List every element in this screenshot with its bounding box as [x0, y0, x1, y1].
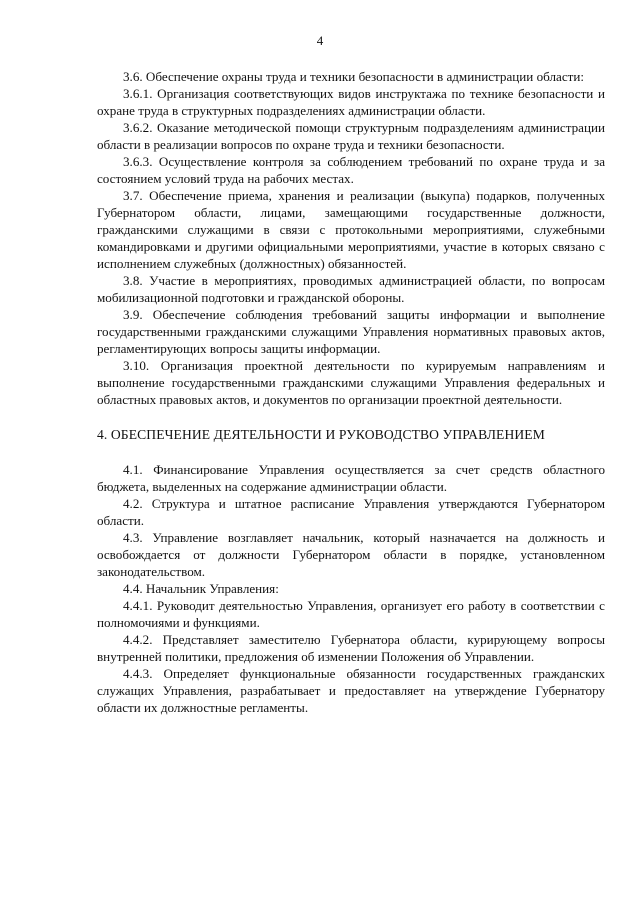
- document-body: [97, 68, 605, 716]
- paragraph-4-1: 4.1. Финансирование Управления осуществляется за счет средств областного бюджета, выделенных на содержание администрации области.: [97, 462, 605, 494]
- page-number: 4: [316, 33, 324, 48]
- paragraph-3-8: 3.8. Участие в мероприятиях, проводимых администрацией области, по вопросам мобилизационной подготовки и гражданской обороны.: [97, 273, 605, 305]
- paragraph-4-4-3: 4.4.3. Определяет функциональные обязанности государственных гражданских служащих Управления, разрабатывает и предоставляет на утверждение Губернатору области их должностные регламенты.: [97, 666, 605, 715]
- paragraph-3-6-3: 3.6.3. Осуществление контроля за соблюдением требований по охране труда и за состоянием условий труда на рабочих местах.: [97, 154, 605, 186]
- paragraph-4-4-2: 4.4.2. Представляет заместителю Губернатора области, курирующему вопросы внутренней политики, предложения об изменении Положения об Управлении.: [97, 632, 605, 664]
- paragraph-3-7: 3.7. Обеспечение приема, хранения и реализации (выкупа) подарков, полученных Губернатором области, лицами, замещающими государственные должности, гражданскими служащими в связи с протокольными мероприятиями, служебными командировками и другими официальными мероприятиями, участие в которых связано с исполнением служебных (должностных) обязанностей.: [97, 188, 605, 271]
- paragraph-4-3: 4.3. Управление возглавляет начальник, который назначается на должность и освобождается от должности Губернатором области в порядке, установленном законодательством.: [97, 530, 605, 579]
- paragraph-3-6: 3.6. Обеспечение охраны труда и техники безопасности в администрации области:: [123, 69, 584, 84]
- paragraph-3-6-2: 3.6.2. Оказание методической помощи структурным подразделениям администрации области в реализации вопросов по охране труда и техники безопасности.: [97, 120, 605, 152]
- section-heading: 4. ОБЕСПЕЧЕНИЕ ДЕЯТЕЛЬНОСТИ И РУКОВОДСТВО УПРАВЛЕНИЕМ: [97, 427, 545, 442]
- paragraph-3-6-1: 3.6.1. Организация соответствующих видов инструктажа по технике безопасности и охране труда в структурных подразделениях администрации области.: [97, 86, 605, 118]
- paragraph-4-4: 4.4. Начальник Управления:: [123, 581, 279, 596]
- paragraph-3-10: 3.10. Организация проектной деятельности по курируемым направлениям и выполнение государственными гражданскими служащими Управления федеральных и областных правовых актов, и документов по организации проектной деятельности.: [97, 358, 605, 407]
- paragraph-3-9: 3.9. Обеспечение соблюдения требований защиты информации и выполнение государственными гражданскими служащими Управления нормативных правовых актов, регламентирующих вопросы защиты информации.: [97, 307, 605, 356]
- paragraph-4-2: 4.2. Структура и штатное расписание Управления утверждаются Губернатором области.: [97, 496, 605, 528]
- paragraph-4-4-1: 4.4.1. Руководит деятельностью Управления, организует его работу в соответствии с полномочиями и функциями.: [97, 598, 605, 630]
